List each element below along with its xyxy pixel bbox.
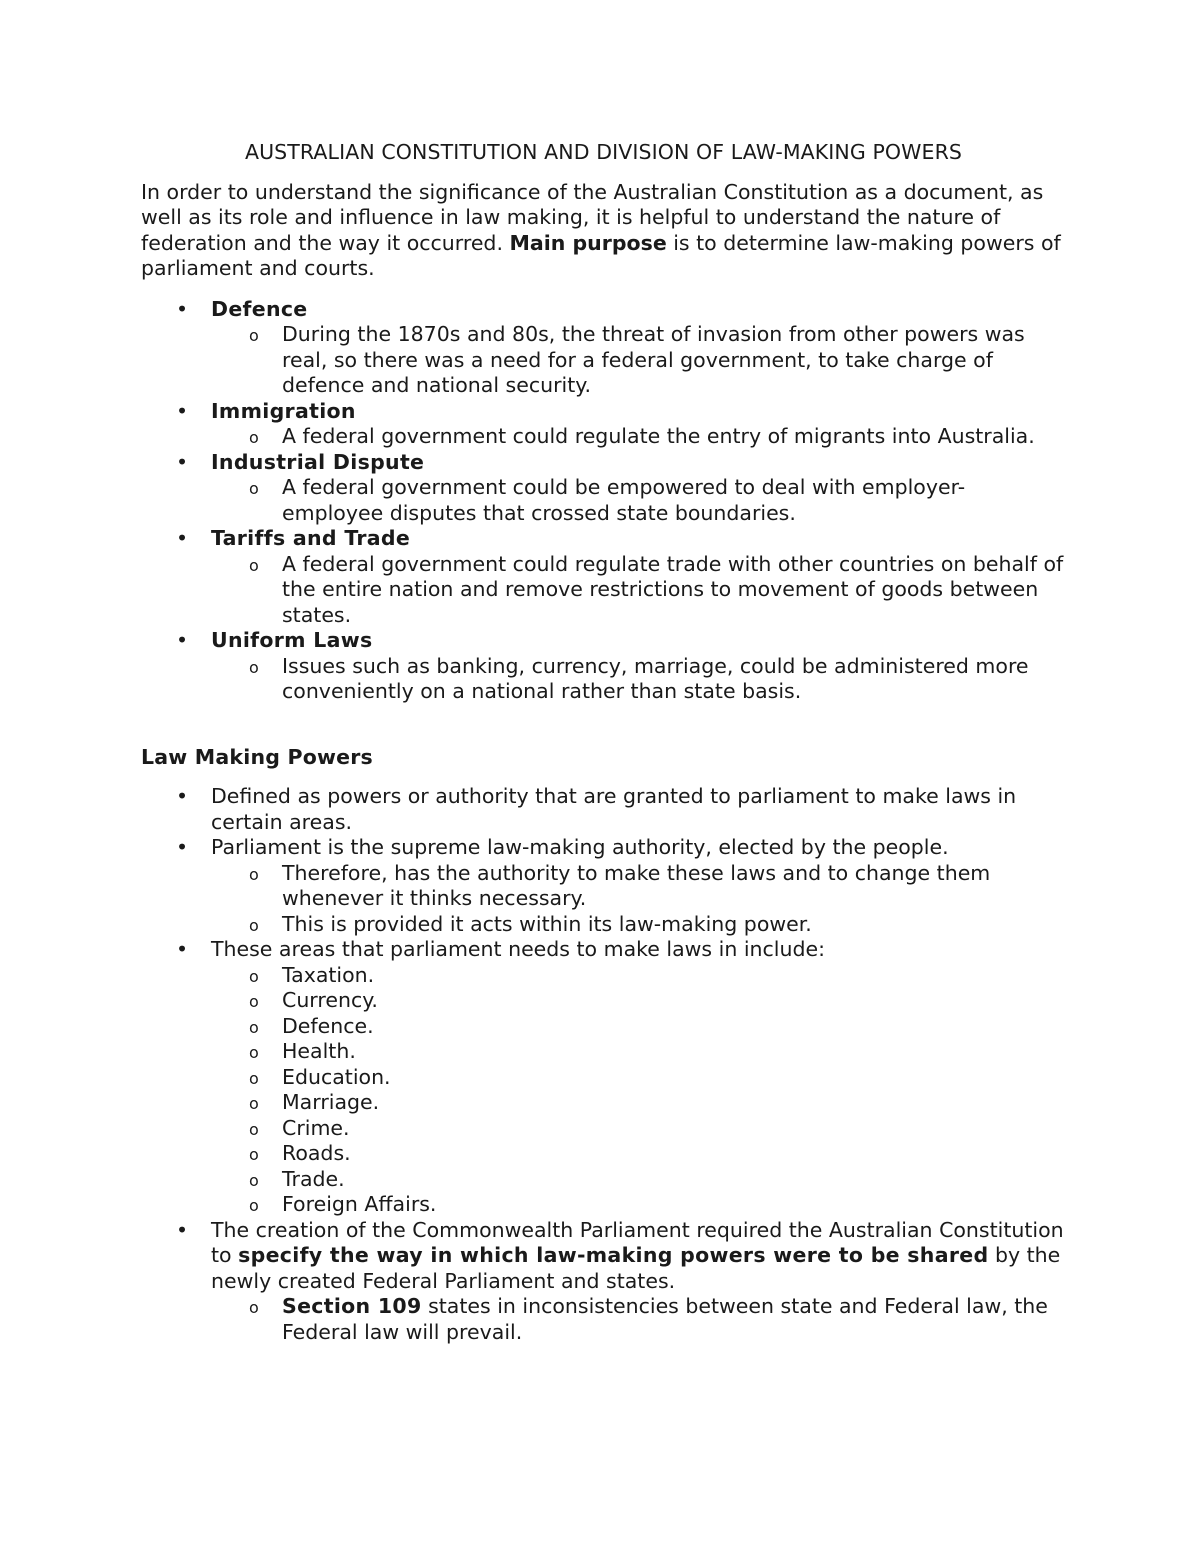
area-text: Marriage. (282, 1090, 380, 1114)
reason-heading: Defence (211, 296, 308, 321)
sub-bullet-marker: o (249, 992, 259, 1011)
area-item (141, 1039, 1066, 1065)
intro-paragraph (141, 180, 1066, 282)
section-heading (141, 745, 1066, 771)
sub-bullet-marker: o (249, 1119, 259, 1139)
reason-detail-text: Issues such as banking, currency, marriage, could be administered more conveniently on a national rather than state basis. (282, 653, 1029, 703)
list-item (141, 784, 1066, 835)
reason-detail (141, 424, 1066, 450)
area-item (141, 988, 1066, 1014)
reason-item (141, 628, 1066, 705)
reason-item (141, 526, 1066, 628)
sub-bullet-marker: o (249, 1196, 259, 1215)
sub-bullet-marker: o (249, 657, 259, 677)
sub-list-item (141, 1294, 1066, 1345)
list-item-text-after: by the newly created Federal Parliament and states. (211, 1243, 1061, 1293)
reason-heading: Industrial Dispute (211, 449, 425, 474)
area-item (141, 963, 1066, 989)
section-heading-text: Law Making Powers (141, 744, 373, 769)
sub-bullet-marker: o (249, 1145, 259, 1164)
reason-detail (141, 552, 1066, 629)
reason-detail (141, 322, 1066, 399)
sub-bullet-marker: o (249, 1068, 259, 1088)
sub-bullet-marker: o (249, 1094, 259, 1113)
document-page (141, 140, 1066, 1345)
reason-item (141, 399, 1066, 450)
bullet-marker: • (175, 296, 189, 321)
sub-list-item (141, 861, 1066, 912)
reason-heading: Uniform Laws (211, 628, 373, 652)
area-item (141, 1167, 1066, 1193)
bullet-marker: • (175, 835, 189, 859)
bullet-marker: • (175, 1217, 189, 1242)
list-item (141, 1218, 1066, 1346)
reason-detail (141, 475, 1066, 526)
sub-bullet-marker: o (249, 966, 259, 986)
reason-detail-text: A federal government could regulate the entry of migrants into Australia. (282, 424, 1035, 448)
list-item-text: Parliament is the supreme law-making authority, elected by the people. (211, 835, 949, 859)
bullet-marker: • (175, 937, 189, 961)
area-item (141, 1116, 1066, 1142)
area-text: Currency. (282, 988, 378, 1012)
area-text: Taxation. (282, 962, 375, 987)
reason-heading: Immigration (211, 398, 356, 423)
sub-bullet-marker: o (249, 428, 259, 447)
area-item (141, 1014, 1066, 1040)
intro-bold: Main purpose (509, 230, 667, 255)
reason-detail-text: A federal government could regulate trade with other countries on behalf of the entire nation and remove restrictions to movement of goods between states. (282, 551, 1064, 627)
sub-bullet-marker: o (249, 864, 259, 884)
list-item (141, 937, 1066, 1218)
sub-list-item-text: Therefore, has the authority to make these laws and to change them whenever it thinks necessary. (282, 860, 991, 910)
list-item-text-before: The creation of the Commonwealth Parliament required the Australian Constitution to (211, 1217, 1064, 1267)
document-title: AUSTRALIAN CONSTITUTION AND DIVISION OF LAW-MAKING POWERS (244, 140, 963, 164)
reason-detail-text: A federal government could be empowered to deal with employer-employee disputes that crossed state boundaries. (282, 475, 966, 525)
sub-bullet-marker: o (249, 1043, 259, 1062)
list-item-bold: specify the way in which law-making powers were to be shared (238, 1243, 989, 1267)
federation-reasons-list (141, 297, 1066, 705)
area-text: Defence. (282, 1013, 374, 1038)
law-making-powers-list (141, 784, 1066, 1345)
bullet-marker: • (175, 784, 189, 808)
section-reference: Section 109 (282, 1294, 422, 1318)
sub-bullet-marker: o (249, 915, 259, 935)
sub-list-item-text: This is provided it acts within its law-making power. (282, 911, 812, 936)
area-item (141, 1141, 1066, 1167)
bullet-marker: • (175, 398, 189, 423)
reason-item (141, 297, 1066, 399)
reason-item (141, 450, 1066, 527)
bullet-marker: • (175, 526, 189, 550)
area-item (141, 1090, 1066, 1116)
list-item-text: These areas that parliament needs to make laws in include: (211, 937, 826, 961)
sub-bullet-marker: o (249, 326, 259, 345)
area-text: Foreign Affairs. (282, 1192, 437, 1216)
sub-bullet-marker: o (249, 1170, 259, 1190)
intro-text-after: is to determine law-making powers of parliament and courts. (141, 230, 1061, 280)
bullet-marker: • (175, 628, 189, 652)
sub-list-item-text: states in inconsistencies between state and Federal law, the Federal law will prevail. (282, 1294, 1048, 1344)
sub-bullet-marker: o (249, 1017, 259, 1037)
area-text: Crime. (282, 1115, 350, 1140)
area-text: Education. (282, 1064, 391, 1089)
area-item (141, 1065, 1066, 1091)
area-text: Trade. (282, 1166, 345, 1191)
area-item (141, 1192, 1066, 1218)
sub-bullet-marker: o (249, 1298, 259, 1317)
sub-list-item (141, 912, 1066, 938)
list-item (141, 835, 1066, 937)
reason-heading: Tariffs and Trade (211, 526, 411, 550)
list-item-text: Defined as powers or authority that are granted to parliament to make laws in certain areas. (211, 784, 1017, 834)
reason-detail-text: During the 1870s and 80s, the threat of invasion from other powers was real, so there was a need for a federal government, to take charge of defence and national security. (282, 322, 1025, 397)
bullet-marker: • (175, 449, 189, 474)
sub-bullet-marker: o (249, 555, 259, 575)
intro-text-before: In order to understand the significance of the Australian Constitution as a document, as well as its role and influence in law making, it is helpful to understand the nature of federation and the way it occurred. (141, 179, 1044, 255)
area-text: Roads. (282, 1141, 351, 1165)
area-text: Health. (282, 1039, 356, 1063)
sub-bullet-marker: o (249, 479, 259, 498)
reason-detail (141, 654, 1066, 705)
